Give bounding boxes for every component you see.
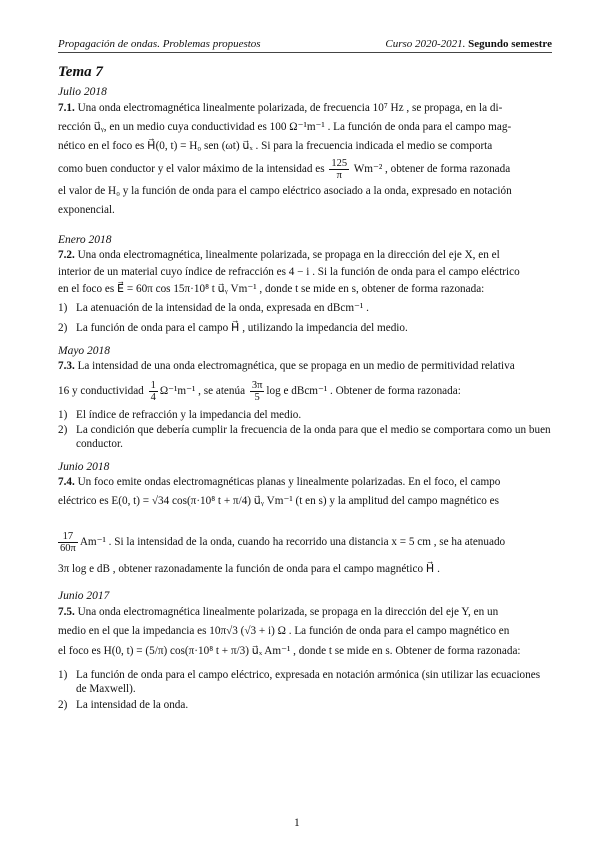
header-left: Propagación de ondas. Problemas propuestos (58, 38, 261, 50)
date-label: Junio 2017 (58, 590, 110, 602)
fraction: $\frac{17}{60\pi}$ (60, 530, 76, 554)
line: 7.3. La intensidad de una onda electromagnética, que se propaga en un medio de permitividad relativa (58, 360, 515, 372)
header-rule (58, 52, 552, 53)
line: 3π log e dB , obtener razonadamente la función de onda para el campo magnético H⃗ . (58, 563, 440, 575)
page-number: 1 (294, 817, 300, 829)
date-label: Julio 2018 (58, 86, 107, 98)
line: 7.4. Un foco emite ondas electromagnéticas planas y linealmente polarizadas. En el foco, el campo (58, 476, 501, 488)
fraction: $\frac{1}{4}$ (150, 379, 156, 403)
line: el valor de H₀ y la función de onda para el campo eléctrico asociado a la onda, expresado en notación (58, 185, 512, 197)
date-label: Mayo 2018 (58, 345, 111, 357)
line: rección u⃗ᵧ, en un medio cuya conductividad es 100 Ω⁻¹m⁻¹ . La función de onda para el campo mag- (58, 121, 512, 133)
date-label: Enero 2018 (58, 234, 112, 246)
line: medio en el que la impedancia es 10π√3 (√3 + i) Ω . La función de onda para el campo magnético en (58, 625, 510, 637)
problem-7-1 (58, 99, 552, 220)
fraction: $\frac{3\pi}{5}$ (251, 379, 263, 403)
problem-7-5 (58, 603, 552, 671)
line: el foco es H(0, t) = (5/π) cos(π·10⁸ t + π/3) u⃗ₓ Am⁻¹ , donde t se mide en s. Obtener de forma razonada: (58, 645, 521, 657)
line: interior de un material cuyo índice de refracción es 4 − i . Si la función de onda para el campo eléctrico (58, 266, 520, 278)
line: 7.2. Una onda electromagnética, linealmente polarizada, se propaga en la dirección del eje X, en el (58, 249, 500, 261)
page-header (58, 38, 552, 52)
line: en el foco es E⃗ = 60π cos 15π·10⁸ t u⃗ᵧ Vm⁻¹ , donde t se mide en s, obtener de forma razonada: (58, 283, 485, 295)
header-right: Curso 2020-2021. Segundo semestre (385, 38, 552, 50)
line: exponencial. (58, 204, 115, 216)
line: nético en el foco es H⃗(0, t) = H₀ sen (ωt) u⃗ₓ . Si para la frecuencia indicada el medio se comporta (58, 140, 493, 152)
fraction: $\frac{125}{\pi}$ (331, 157, 348, 181)
section-title: Tema 7 (58, 64, 103, 80)
line: 7.1. Una onda electromagnética linealmente polarizada, de frecuencia 10⁷ Hz , se propaga, en la di- (58, 102, 503, 114)
problem-7-3 (58, 358, 552, 407)
line: $\frac{17}{60\pi}$ Am⁻¹ . Si la intensidad de la onda, cuando ha recorrido una distancia x = 5 cm , se ha atenuado (60, 530, 506, 554)
line: 7.5. Una onda electromagnética linealmente polarizada, se propaga en la dirección del eje Y, en un (58, 606, 499, 618)
line: como buen conductor y el valor máximo de la intensidad es $\frac{125}{\pi}$ Wm⁻² , obtener de forma razonada (58, 157, 511, 181)
date-label: Junio 2018 (58, 461, 110, 473)
line: eléctrico es E(0, t) = √34 cos(π·10⁸ t + π/4) u⃗ᵧ Vm⁻¹ (t en s) y la amplitud del campo magnético es (58, 495, 499, 507)
problem-7-4 (58, 474, 552, 581)
line: 16 y conductividad $\frac{1}{4}$ Ω⁻¹m⁻¹ , se atenúa $\frac{3\pi}{5}$ log e dBcm⁻¹ . Obtener de forma razonada: (58, 379, 461, 403)
problem-7-2 (58, 247, 552, 298)
